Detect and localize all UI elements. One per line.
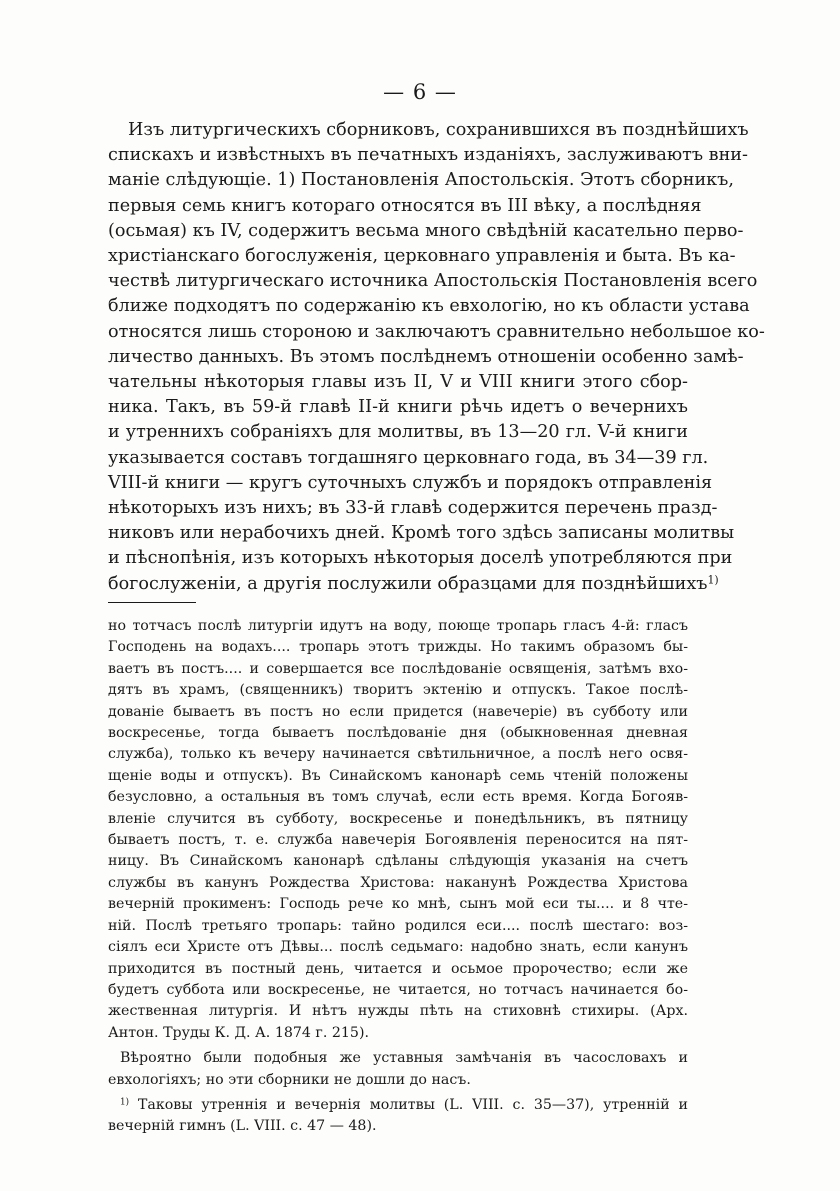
text-line: Изъ литургическихъ сборниковъ, сохранившихся въ позднѣйшихъ	[128, 120, 749, 140]
text-line: чествѣ литургическаго источника Апостольскія Постановленія всего	[108, 271, 758, 292]
footnote-line: служба), только къ вечеру начинается свѣтильничное, а послѣ него освя-	[108, 746, 688, 763]
footnote-line: будетъ суббота или воскресенье, не читается, но тотчасъ начинается бо-	[108, 981, 688, 998]
footnote-line: Антон. Труды К. Д. А. 1874 г. 215).	[108, 1024, 370, 1041]
text-line: никовъ или нерабочихъ дней. Кромѣ того здѣсь записаны молитвы	[108, 523, 735, 544]
footnotes	[108, 616, 688, 1138]
footnote-mark: 1)	[120, 1097, 130, 1108]
footnote-line: ницу. Въ Синайскомъ канонарѣ сдѣланы слѣдующія указанія на счетъ	[108, 853, 688, 870]
text-line: нѣкоторыхъ изъ нихъ; въ 33-й главѣ содержится перечень празд-	[108, 498, 718, 519]
footnote-line: щеніе воды и отпускъ). Въ Синайскомъ канонарѣ семь чтеній положены	[108, 767, 688, 784]
footnote-line: бываетъ постъ, т. е. служба навечерія Богоявленія переносится на пят-	[108, 832, 688, 849]
footnote-line	[108, 1095, 688, 1116]
footnote-line: евхологіяхъ; но эти сборники не дошли до насъ.	[108, 1071, 471, 1088]
footnote-line: но тотчасъ послѣ литургіи идутъ на воду, поюще тропарь гласъ 4-й: гласъ	[108, 618, 688, 634]
text-line: личество данныхъ. Въ этомъ послѣднемъ отношеніи особенно замѣ-	[108, 346, 744, 367]
text-line: ника. Такъ, въ 59-й главѣ II-й книги рѣчь идетъ о вечернихъ	[108, 397, 688, 418]
main-text	[108, 118, 765, 597]
footnote-line: дованіе бываетъ въ постъ но если придется (навечеріе) въ субботу или	[108, 703, 688, 720]
footnote-text: Таковы утреннія и вечернія молитвы (L. VIII. с. 35—37), утренній и	[137, 1096, 688, 1113]
text-line: VIII-й книги — кругъ суточныхъ службъ и порядокъ отправленія	[108, 472, 713, 493]
text-line: чательны нѣкоторыя главы изъ II, V и VIII книги этого сбор-	[108, 372, 688, 393]
text-line: маніе слѣдующіе. 1) Постановленія Апостольскія. Этотъ сборникъ,	[108, 170, 734, 191]
footnote-line: вечерній прокименъ: Господь рече ко мнѣ, сынъ мой еси ты.... и 8 чте-	[108, 896, 688, 913]
footnote-line: дятъ въ храмъ, (священникъ) творитъ эктенію и отпускъ. Такое послѣ-	[108, 682, 688, 699]
text-line: и утреннихъ собраніяхъ для молитвы, въ 13—20 гл. V-й книги	[108, 422, 688, 443]
footnote-line	[108, 1116, 688, 1137]
footnote-ref-mark[interactable]: 1)	[707, 573, 719, 587]
text-line: первыя семь книгъ котораго относятся въ III вѣку, а послѣдняя	[108, 195, 702, 216]
text-line-content: богослуженіи, а другія послужили образцами для позднѣйшихъ	[108, 573, 708, 594]
footnote-1	[108, 1095, 688, 1138]
text-line: указывается составъ тогдашняго церковнаго года, въ 34—39 гл.	[108, 447, 709, 468]
footnote-continuation	[108, 616, 688, 1044]
footnote-text: вечерній гимнъ (L. VIII. с. 47 — 48).	[108, 1118, 377, 1135]
footnote-line: приходится въ постный день, читается и осьмое пророчество; если же	[108, 960, 688, 977]
footnote-line: жественная литургія. И нѣтъ нужды пѣть на стиховнѣ стихиры. (Арх.	[108, 1003, 688, 1020]
footnote-line: службы въ канунъ Рождества Христова: наканунѣ Рождества Христова	[108, 874, 688, 891]
footnote-line: Господень на водахъ.... тропарь этотъ трижды. Но такимъ образомъ бы-	[108, 639, 688, 656]
footnote-line: безусловно, а остальныя въ томъ случаѣ, если есть время. Когда Богояв-	[108, 789, 688, 806]
footnote-line: вленіе случится въ субботу, воскресенье и понедѣльникъ, въ пятницу	[108, 810, 688, 827]
footnote-line: сіялъ еси Христе отъ Дѣвы... послѣ седьмаго: надобно знать, если канунъ	[108, 939, 688, 956]
footnote-line: воскресенье, тогда бываетъ послѣдованіе дня (обыкновенная дневная	[108, 725, 688, 742]
text-line: христіанскаго богослуженія, церковнаго управленія и быта. Въ ка-	[108, 246, 736, 267]
footnote-line: ваетъ въ постъ.... и совершается все послѣдованіе освященія, затѣмъ вхо-	[108, 660, 688, 677]
text-line: (осьмая) къ IV, содержитъ весьма много свѣдѣній касательно перво-	[108, 220, 744, 241]
text-line: ближе подходятъ по содержанію къ евхологію, но къ области устава	[108, 296, 750, 317]
page-number: — 6 —	[383, 80, 457, 104]
footnote-divider	[108, 602, 196, 603]
text-line: относятся лишь стороною и заключаютъ сравнительно небольшое ко-	[108, 321, 765, 342]
text-line: и пѣснопѣнія, изъ которыхъ нѣкоторыя доселѣ употребляются при	[108, 548, 733, 569]
footnote-line: ній. Послѣ третьяго тропарь: тайно родился еси.... послѣ шестаго: воз-	[108, 917, 688, 934]
text-line-last	[108, 572, 719, 597]
footnote-line: Вѣроятно были подобныя же уставныя замѣчанія въ часословахъ и	[120, 1050, 688, 1067]
footnote-paragraph	[108, 1048, 688, 1091]
text-line: спискахъ и извѣстныхъ въ печатныхъ изданіяхъ, заслуживаютъ вни-	[108, 145, 748, 166]
